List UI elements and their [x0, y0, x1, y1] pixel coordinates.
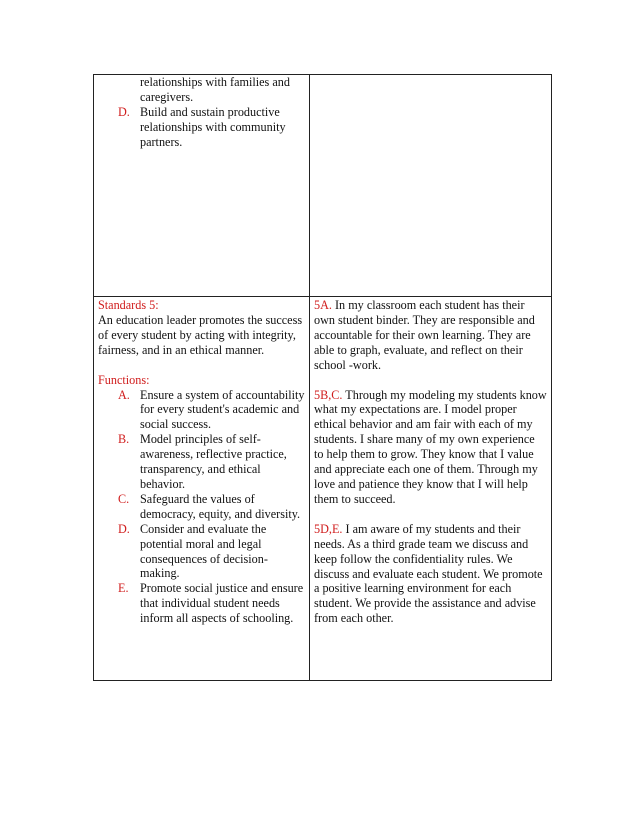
functions-cell-continued	[94, 75, 310, 297]
function-text: Model principles of self-awareness, reflective practice, transparency, and ethical behavior.	[140, 432, 287, 491]
response-text: Through my modeling my students know what my expectations are. I model proper ethical behavior and am fair with each of my students. I share many of my own experience to help them to grow. They know that I value and appreciate each one of them. Through my love and patience they know that I will help them to succeed.	[314, 387, 547, 506]
function-item-a	[118, 388, 305, 433]
response-label: 5D,E.	[314, 521, 343, 536]
function-letter: D.	[118, 104, 130, 119]
response-text: In my classroom each student has their own student binder. They are responsible and accountable for their own learning. They are able to graph, evaluate, and reflect on their school -work.	[314, 298, 535, 372]
function-text: Safeguard the values of democracy, equity, and diversity.	[140, 491, 301, 521]
response-label: 5B,C.	[314, 387, 343, 402]
function-item-b	[118, 432, 305, 492]
response-5de	[314, 522, 547, 626]
function-text: Promote social justice and ensure that individual student needs inform all aspects of schooling.	[140, 581, 304, 626]
function-text: Consider and evaluate the potential moral and legal consequences of decision-making.	[140, 521, 268, 581]
function-item-c	[118, 492, 305, 522]
response-cell	[310, 297, 552, 681]
response-label: 5A.	[314, 298, 332, 312]
function-letter: B.	[118, 432, 130, 447]
table-row	[94, 75, 552, 297]
function-item-d	[118, 105, 305, 150]
response-5a	[314, 298, 547, 373]
function-text: Ensure a system of accountability for every student's academic and social success.	[140, 387, 305, 432]
standard-cell	[94, 297, 310, 681]
function-letter: C.	[118, 491, 130, 506]
function-letter: A.	[118, 387, 130, 402]
function-item-e	[118, 581, 305, 626]
function-letter: E.	[118, 581, 129, 596]
function-item-d	[118, 522, 305, 582]
function-text: Build and sustain productive relationships with community partners.	[140, 104, 286, 149]
table-row	[94, 297, 552, 681]
response-text: I am aware of my students and their needs. As a third grade team we discuss and keep follow the confidentiality rules. We discuss and evaluate each student. We promote a positive learning environment for each student. We provide the assistance and advise from each other.	[314, 521, 543, 626]
empty-response-cell	[310, 75, 552, 297]
response-5bc	[314, 388, 547, 507]
standards-table	[93, 74, 552, 681]
standard-description: An education leader promotes the success of every student by acting with integrity, fairness, and in an ethical manner.	[98, 312, 303, 357]
standard-heading: Standards 5:	[98, 298, 159, 312]
item-c-continuation-text: relationships with families and caregivers.	[140, 75, 290, 104]
function-letter: D.	[118, 521, 130, 536]
functions-heading: Functions:	[98, 372, 150, 387]
item-c-continuation	[140, 75, 305, 105]
